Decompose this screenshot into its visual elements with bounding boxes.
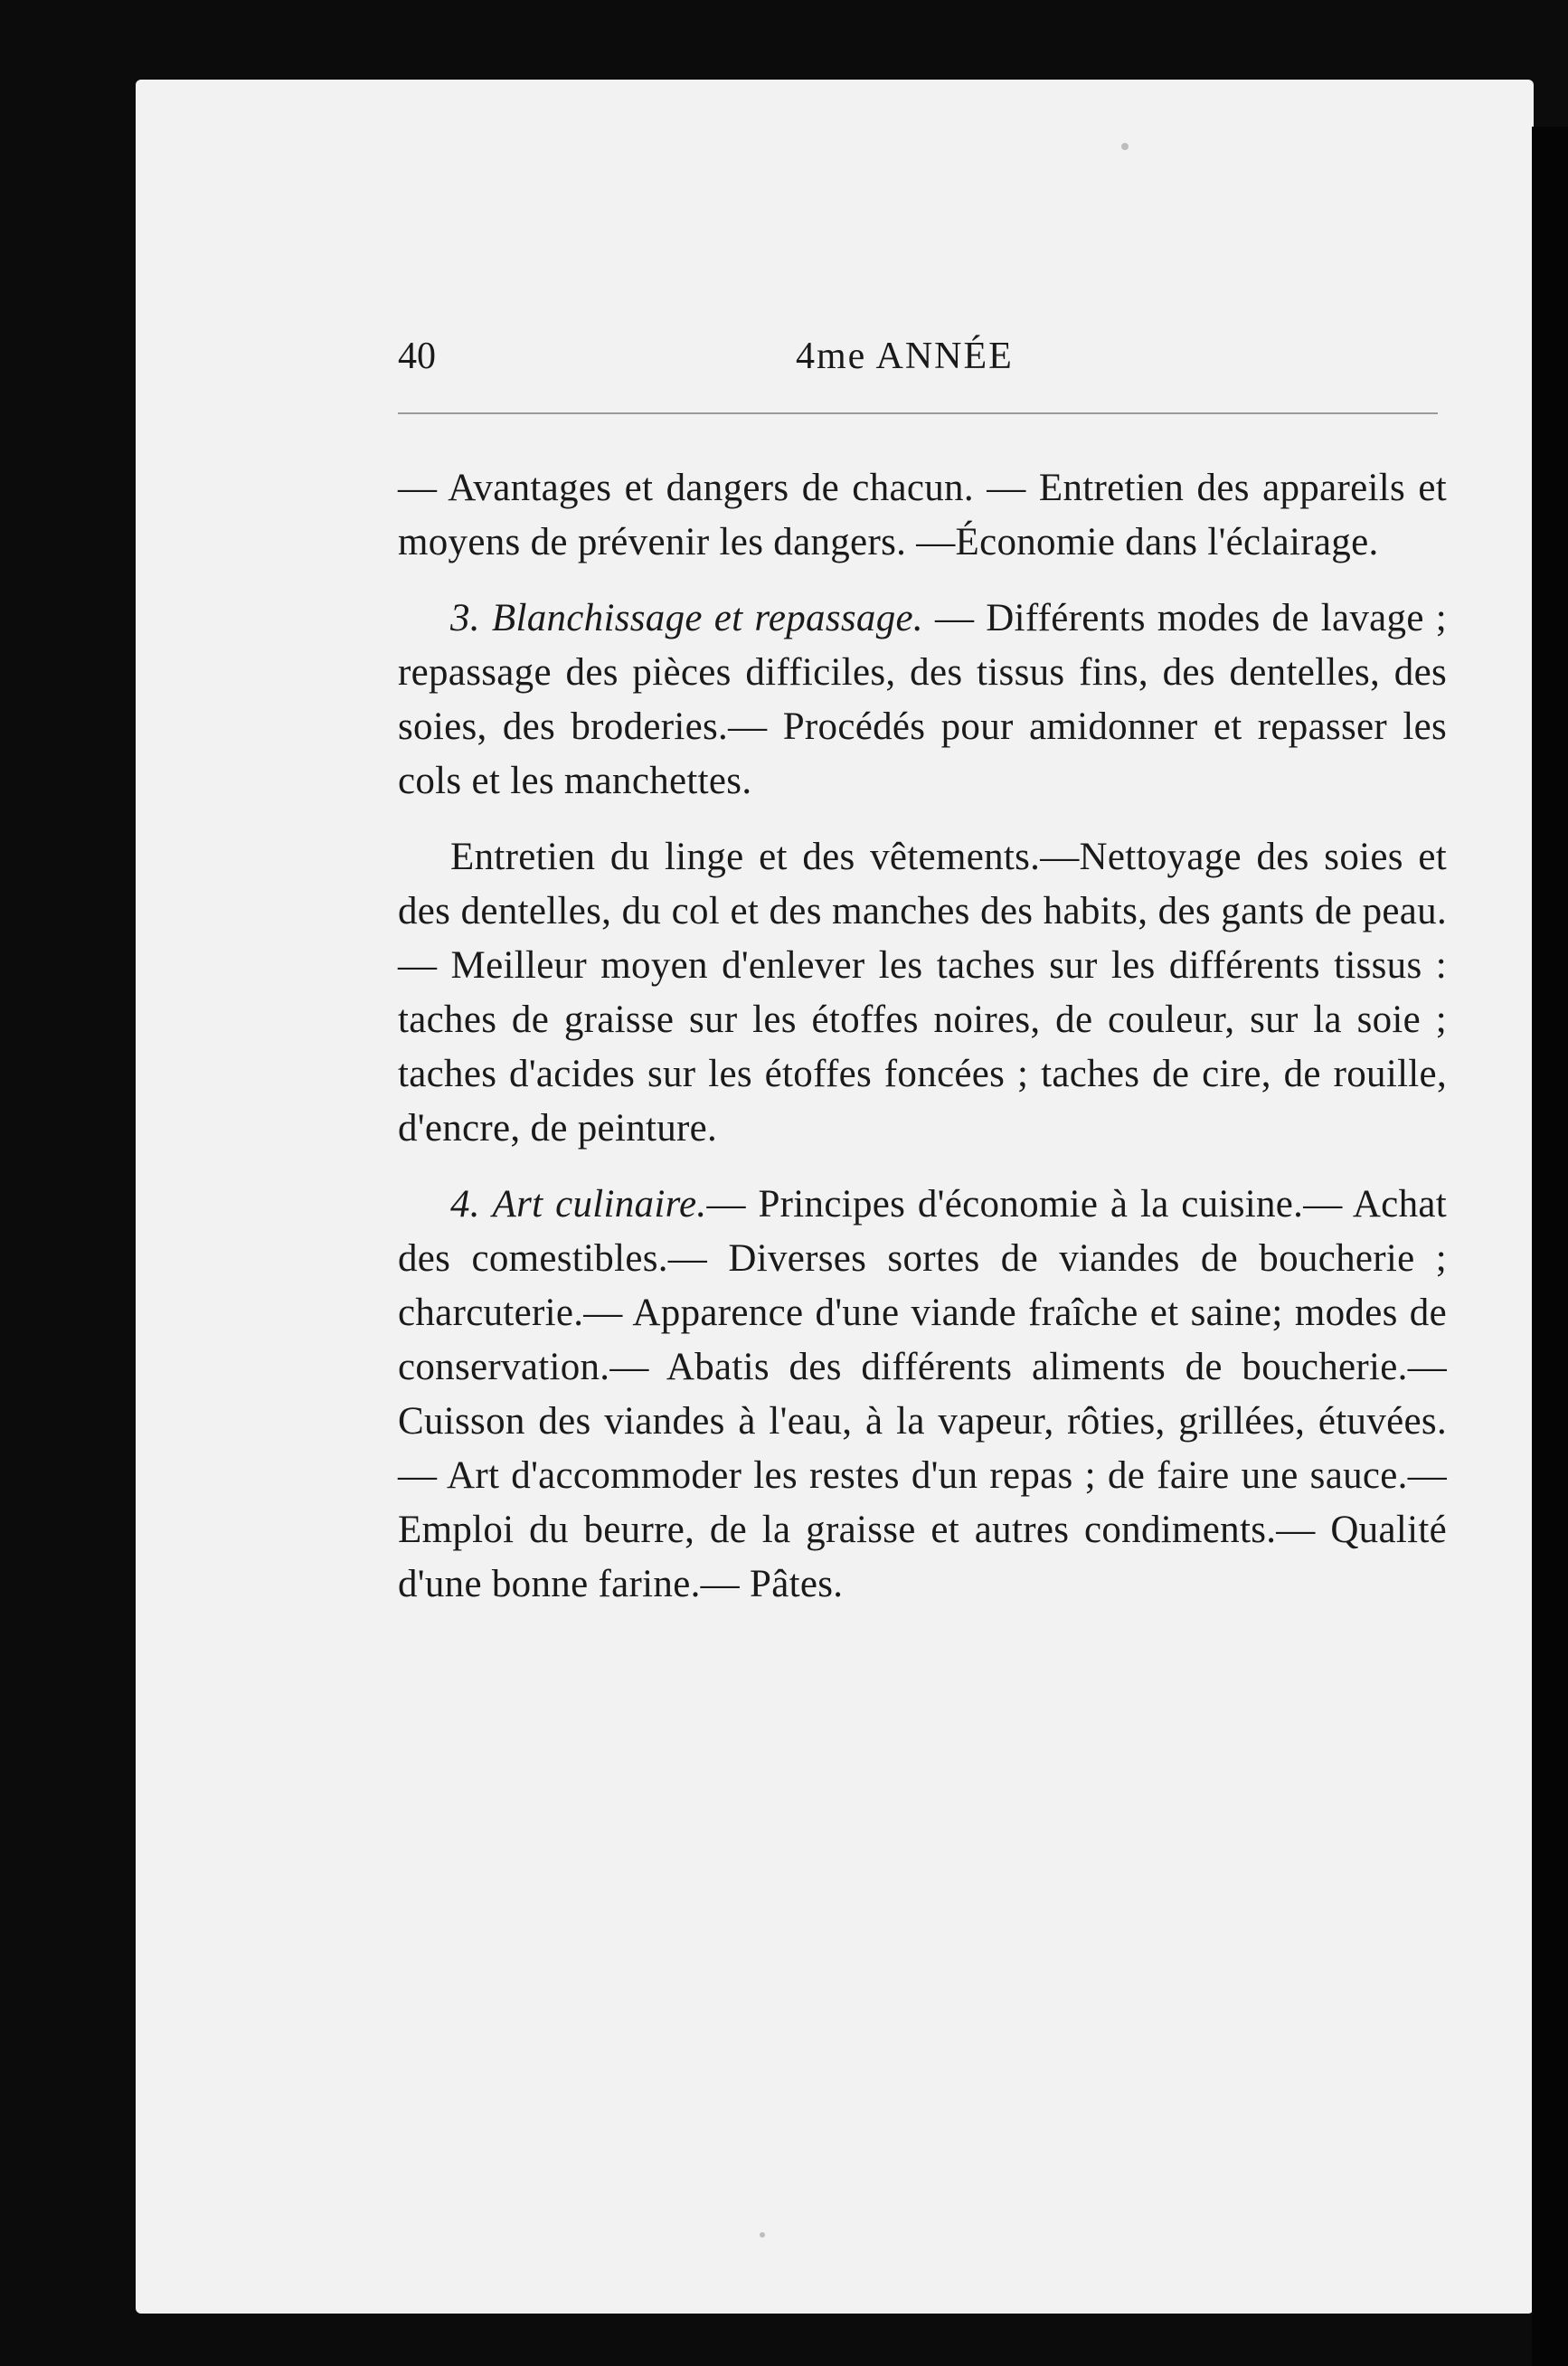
header-rule — [398, 412, 1438, 414]
paper-speck — [1121, 143, 1129, 150]
paragraph — [398, 592, 1447, 809]
paragraph — [398, 830, 1447, 1156]
paper-speck — [760, 2232, 765, 2238]
paragraph-text: Entretien du linge et des vêtements.—Nettoyage des soies et des dentelles, du col et des manches des habits, des gants de peau.— Meilleur moyen d'enlever les taches sur les différents tissus : taches de graisse sur les étoffes noires, de couleur, sur la soie ; taches d'acides sur les étoffes foncées ; taches de cire, de rouille, d'encre, de peinture. — [398, 836, 1447, 1150]
section-number: 4. — [450, 1183, 480, 1226]
section-number: 3. — [450, 597, 480, 639]
paragraph — [398, 1178, 1447, 1612]
text-block — [398, 335, 1447, 1633]
binding-edge — [1532, 127, 1568, 2366]
paragraph — [398, 461, 1447, 570]
paragraph-text: — Avantages et dangers de chacun. — Entretien des appareils et moyens de prévenir les dangers. —Économie dans l'éclairage. — [398, 467, 1447, 563]
running-head-title: 4me ANNÉE — [796, 336, 1014, 377]
running-head — [398, 335, 1447, 389]
section-heading: Blanchissage et repassage. — [491, 597, 923, 639]
paragraph-text: — Principes d'économie à la cuisine.— Achat des comestibles.— Diverses sortes de viandes de boucherie ; charcuterie.— Apparence d'une viande fraîche et saine; modes de conservation.— Abatis des différents aliments de boucherie.— Cuisson des viandes à l'eau, à la vapeur, rôties, grillées, étuvées.— Art d'accommoder les restes d'un repas ; de faire une sauce.— Emploi du beurre, de la graisse et autres condiments.— Qualité d'une bonne farine.— Pâtes. — [398, 1183, 1448, 1605]
section-heading: Art culinaire. — [492, 1183, 707, 1226]
page-number: 40 — [398, 336, 436, 377]
paragraph-text: — Différents modes de lavage ; repassage des pièces difficiles, des tissus fins, des dentelles, des soies, des broderies.— Procédés pour amidonner et repasser les cols et les manchettes. — [398, 597, 1447, 802]
